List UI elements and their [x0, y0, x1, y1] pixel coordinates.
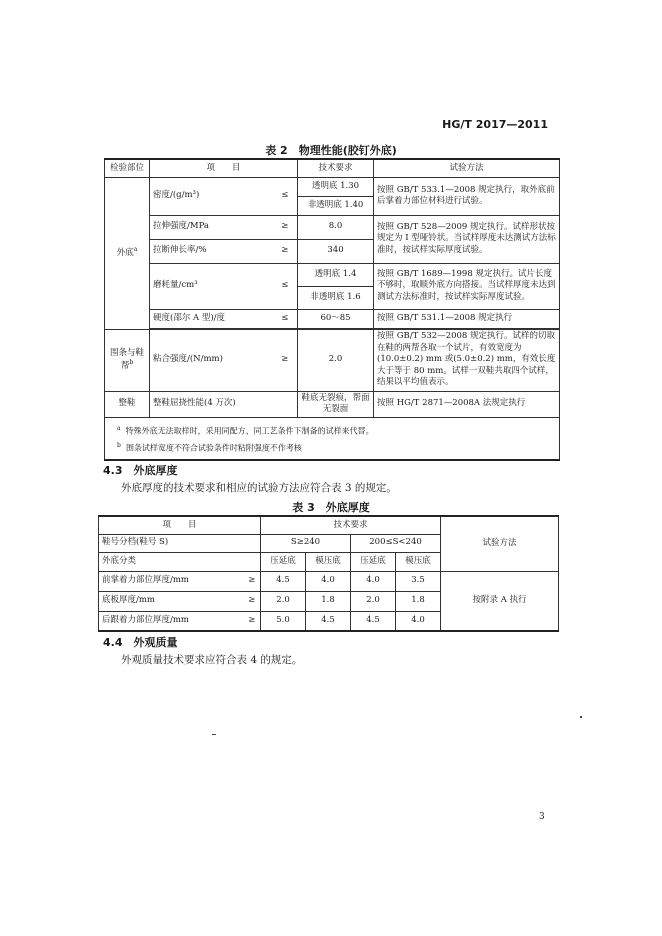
row3-v4: 4.0 — [396, 611, 441, 631]
row2-op: ≥ — [244, 591, 261, 611]
note-a-mark: a — [117, 424, 121, 432]
adhesion-req: 2.0 — [298, 329, 374, 391]
density-item: 密度/(g/m³) — [150, 177, 273, 215]
row1-label: 前掌着力部位厚度/mm — [99, 571, 244, 591]
whole-label: 整鞋 — [105, 391, 150, 417]
table3-method-text: 按附录 A 执行 — [441, 571, 559, 631]
flex-item: 整鞋屈挠性能(4 万次) — [150, 391, 298, 417]
subheader-3: 压延底 — [351, 552, 396, 571]
table3-caption: 表 3 外底厚度 — [292, 501, 370, 514]
row2-v3: 2.0 — [351, 591, 396, 611]
section-4-3-text: 外底厚度的技术要求和相应的试验方法应符合表 3 的规定。 — [121, 482, 397, 494]
header-item: 项 目 — [150, 159, 298, 177]
tensile-op: ≥ — [273, 215, 298, 239]
adhesion-item: 粘合强度/(N/mm) — [150, 329, 273, 391]
section-4-3-heading: 4.3 外底厚度 — [103, 464, 178, 477]
abrasion-req-1: 透明底 1.4 — [298, 263, 374, 286]
abrasion-item: 磨耗量/cm³ — [150, 263, 273, 309]
row2-v4: 1.8 — [396, 591, 441, 611]
row1-v3: 4.0 — [351, 571, 396, 591]
flex-req: 鞋底无裂痕，帮面无裂面 — [298, 391, 374, 417]
row1-op: ≥ — [244, 571, 261, 591]
row1-v1: 4.5 — [261, 571, 306, 591]
table2-caption: 表 2 物理性能(胶钉外底) — [265, 144, 397, 157]
abrasion-method: 按照 GB/T 1689—1998 规定执行。试片长度不够时，取顺外底方向搭接。当试样厚度未达到测试方法标准时，按试样实际厚度试验。 — [374, 263, 560, 309]
adhesion-method: 按照 GB/T 532—2008 规定执行。试样的切取在鞋的两帮各取一个试片，有效宽度为(10.0±0.2) mm 或(5.0±0.2) mm，有效长度大于等于 80 mm。试样一双鞋共取四个试样，结果以平均值表示。 — [374, 329, 560, 391]
density-req-1: 透明底 1.30 — [298, 177, 374, 196]
tensile-method: 按照 GB/T 528—2009 规定执行。试样形状按规定为 I 型哑铃状。当试样厚度未达测试方法标准时，按试样实际厚度试验。 — [374, 215, 560, 263]
table3-method-header: 试验方法 — [441, 516, 559, 571]
elongation-op: ≥ — [273, 239, 298, 263]
table3 — [98, 515, 559, 632]
strip-label-cell — [105, 329, 150, 391]
hardness-op: ≤ — [273, 309, 298, 328]
tensile-item: 拉伸强度/MPa — [150, 215, 273, 239]
row2-label: 底板厚度/mm — [99, 591, 244, 611]
note-b-text: 围条试样宽度不符合试验条件时粘附强度不作考核 — [125, 443, 302, 453]
elongation-req: 340 — [298, 239, 374, 263]
size-label: 鞋号分档(鞋号 S) — [99, 534, 261, 552]
table2-note-a — [117, 421, 547, 439]
row2-v1: 2.0 — [261, 591, 306, 611]
table2-header-row — [105, 159, 560, 177]
row3-label: 后跟着力部位厚度/mm — [99, 611, 244, 631]
density-op: ≤ — [273, 177, 298, 215]
row3-v1: 5.0 — [261, 611, 306, 631]
outsole-note-mark: a — [133, 246, 138, 254]
tensile-req: 8.0 — [298, 215, 374, 239]
size-range-2: 200≤S<240 — [351, 534, 441, 552]
table3-item-header: 项 目 — [99, 516, 261, 534]
subheader-4: 模压底 — [396, 552, 441, 571]
row3-op: ≥ — [244, 611, 261, 631]
section-4-4-text: 外观质量技术要求应符合表 4 的规定。 — [121, 654, 303, 666]
flex-method: 按照 HG/T 2871—2008A 法规定执行 — [374, 391, 560, 417]
elongation-item: 拉断伸长率/% — [150, 239, 273, 263]
density-method: 按照 GB/T 533.1—2008 规定执行，取外底前后掌着力部位材料进行试验。 — [374, 177, 560, 215]
row2-v2: 1.8 — [306, 591, 351, 611]
strip-note-mark: b — [129, 359, 134, 367]
standard-code: HG/T 2017—2011 — [442, 118, 548, 131]
adhesion-op: ≥ — [273, 329, 298, 391]
row3-v3: 4.5 — [351, 611, 396, 631]
hardness-item: 硬度(邵尔 A 型)/度 — [150, 309, 273, 328]
header-part: 检验部位 — [105, 159, 150, 177]
size-range-1: S≥240 — [261, 534, 351, 552]
header-req: 技术要求 — [298, 159, 374, 177]
table3-req-header: 技术要求 — [261, 516, 441, 534]
hardness-req: 60～85 — [298, 309, 374, 328]
table-row — [99, 571, 559, 591]
row1-v4: 3.5 — [396, 571, 441, 591]
row3-v2: 4.5 — [306, 611, 351, 631]
scan-speck — [580, 716, 582, 718]
abrasion-op: ≤ — [273, 263, 298, 309]
abrasion-req-2: 非透明底 1.6 — [298, 286, 374, 309]
strip-label: 围条与鞋帮 — [109, 347, 144, 371]
scan-speck — [212, 734, 216, 735]
hardness-method: 按照 GB/T 531.1—2008 规定执行 — [374, 309, 560, 328]
header-method: 试验方法 — [374, 159, 560, 177]
table2-notes — [105, 417, 560, 460]
subheader-2: 模压底 — [306, 552, 351, 571]
row1-v2: 4.0 — [306, 571, 351, 591]
density-req-2: 非透明底 1.40 — [298, 196, 374, 215]
subheader-1: 压延底 — [261, 552, 306, 571]
type-label: 外底分类 — [99, 552, 261, 571]
table2-note-b — [117, 438, 547, 456]
page-number: 3 — [539, 812, 545, 822]
outsole-label: 外底 — [116, 248, 134, 259]
outsole-label-cell — [105, 177, 150, 329]
table2 — [104, 158, 560, 461]
note-a-text: 特殊外底无法取样时，采用同配方、同工艺条件下制备的试样来代替。 — [125, 426, 374, 436]
section-4-4-heading: 4.4 外观质量 — [103, 636, 178, 649]
note-b-mark: b — [117, 442, 121, 450]
